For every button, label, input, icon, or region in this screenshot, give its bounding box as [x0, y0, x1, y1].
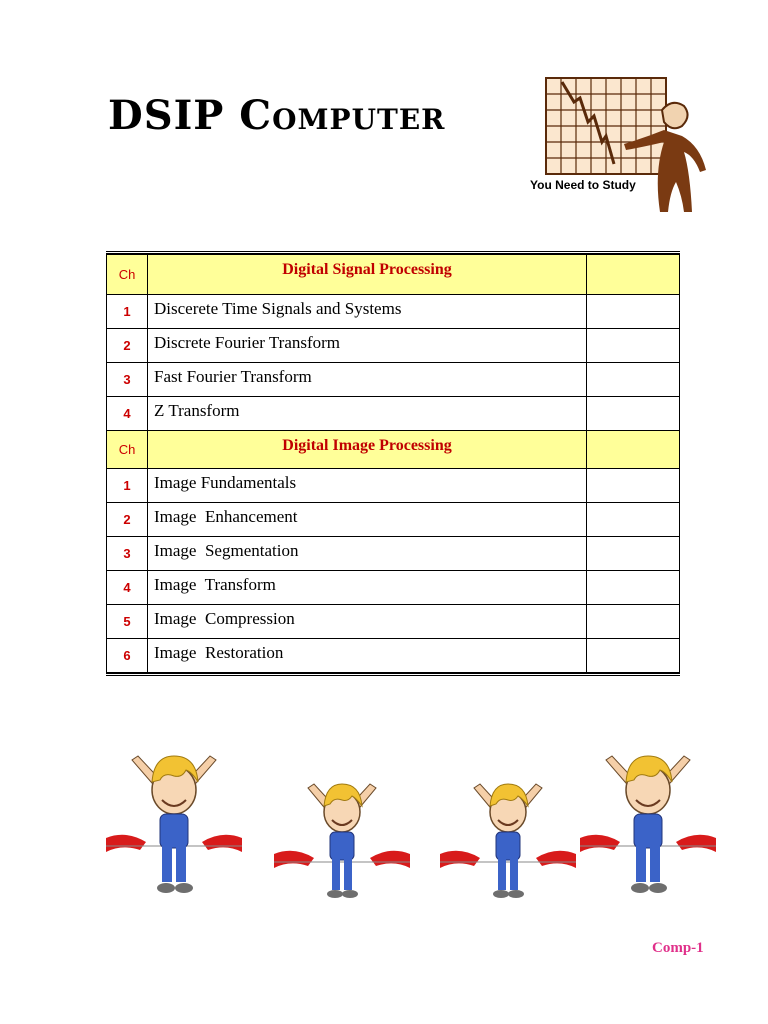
table-row — [107, 537, 680, 571]
stock-chart-illustration — [540, 72, 710, 222]
table-row — [107, 397, 680, 431]
mark-cell — [587, 469, 680, 503]
mark-cell — [587, 503, 680, 537]
chapter-topic: Discrete Fourier Transform — [148, 329, 587, 363]
chapter-number: 3 — [107, 537, 148, 571]
table-row — [107, 571, 680, 605]
mark-cell — [587, 639, 680, 673]
chapter-topic: Discerete Time Signals and Systems — [148, 295, 587, 329]
mark-cell — [587, 571, 680, 605]
table-row — [107, 329, 680, 363]
study-caption: You Need to Study — [530, 178, 636, 192]
table-row — [107, 605, 680, 639]
cheering-kid-illustration — [578, 750, 718, 910]
cheering-kid-illustration — [104, 750, 244, 910]
chapter-number: 1 — [107, 469, 148, 503]
page-footer-label: Comp-1 — [652, 940, 704, 956]
page-title: DSIP Computer — [108, 92, 446, 139]
section-header-row — [107, 255, 680, 295]
chapter-topic: Image Enhancement — [148, 503, 587, 537]
section-heading: Digital Image Processing — [148, 431, 587, 469]
chapter-number: 1 — [107, 295, 148, 329]
chapter-topic: Image Restoration — [148, 639, 587, 673]
table-row — [107, 469, 680, 503]
chapter-number: 2 — [107, 329, 148, 363]
section-header-row — [107, 431, 680, 469]
chapter-topic: Fast Fourier Transform — [148, 363, 587, 397]
mark-cell — [587, 537, 680, 571]
table-row — [107, 639, 680, 673]
mark-cell — [587, 363, 680, 397]
table-row — [107, 295, 680, 329]
mark-cell — [587, 255, 680, 295]
mark-cell — [587, 329, 680, 363]
mark-cell — [587, 397, 680, 431]
chapter-topic: Image Transform — [148, 571, 587, 605]
chapter-topic: Image Segmentation — [148, 537, 587, 571]
table-row — [107, 363, 680, 397]
table-row — [107, 503, 680, 537]
cheering-kid-illustration — [272, 750, 412, 910]
mark-cell — [587, 605, 680, 639]
chapter-number: 4 — [107, 397, 148, 431]
chapter-number: 2 — [107, 503, 148, 537]
chapter-topic: Z Transform — [148, 397, 587, 431]
mark-cell — [587, 431, 680, 469]
chapter-topic: Image Compression — [148, 605, 587, 639]
ch-column-label: Ch — [107, 431, 148, 469]
chapter-topic: Image Fundamentals — [148, 469, 587, 503]
chapter-number: 5 — [107, 605, 148, 639]
chapter-number: 4 — [107, 571, 148, 605]
chapter-number: 6 — [107, 639, 148, 673]
chapter-number: 3 — [107, 363, 148, 397]
cheering-kids-strip — [0, 750, 768, 920]
mark-cell — [587, 295, 680, 329]
cheering-kid-illustration — [438, 750, 578, 910]
ch-column-label: Ch — [107, 255, 148, 295]
section-heading: Digital Signal Processing — [148, 255, 587, 295]
syllabus-table — [106, 251, 680, 676]
